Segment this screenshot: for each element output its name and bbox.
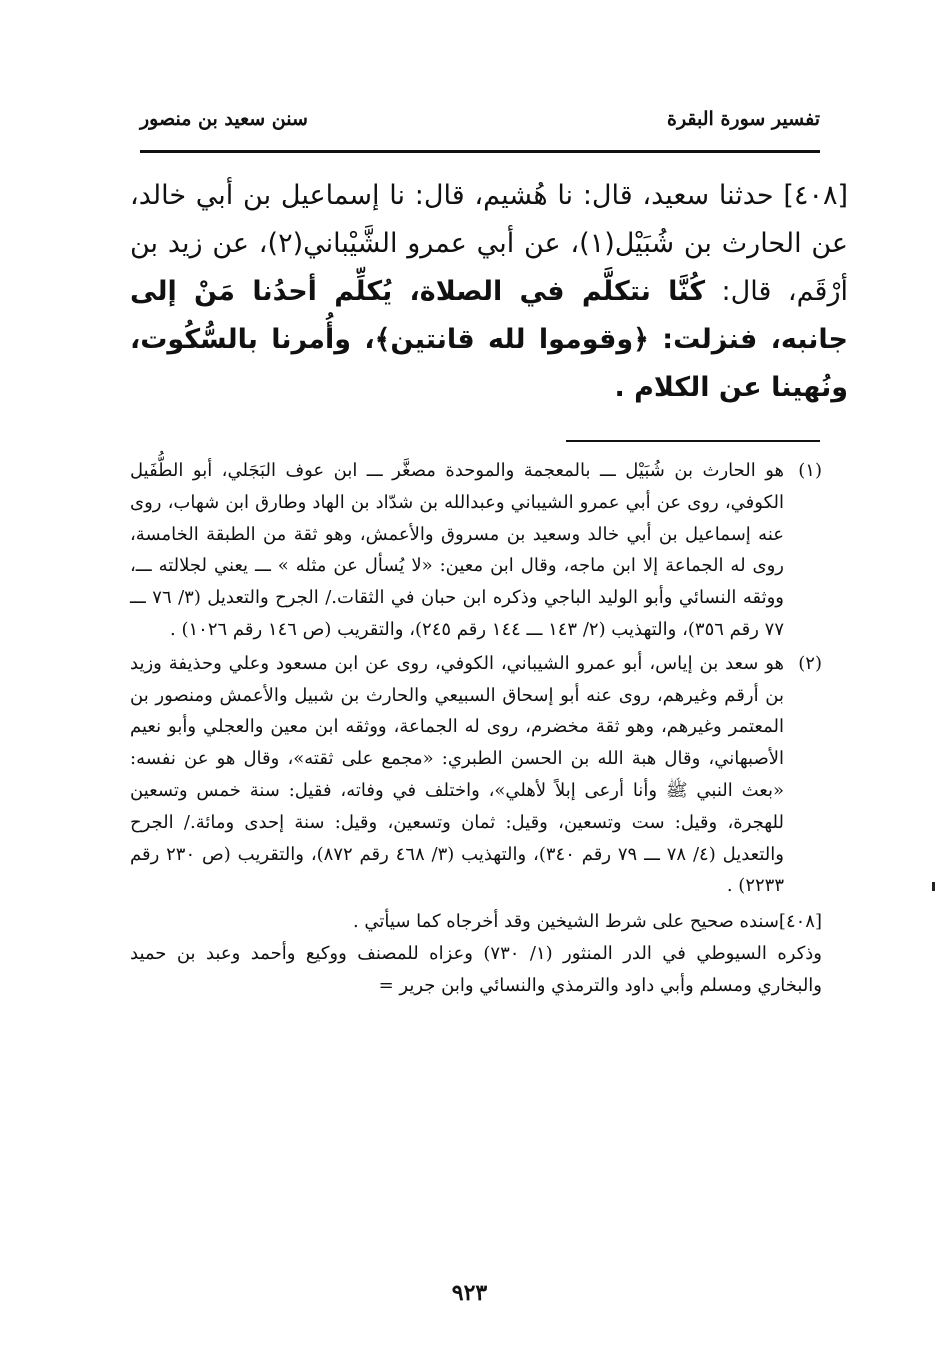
footnotes-section xyxy=(130,455,822,1002)
header-rule xyxy=(140,150,820,153)
footnote-text: هو الحارث بن شُبَيْل ـــ بالمعجمة والموحدة مصغَّر ـــ ابن عوف البَجَلي، أبو الطُّفَيل الكوفي، روى عن أبي عمرو الشيباني وعبدالله بن شدّاد بن الهاد وطارق ابن شهاب، روى عنه إسماعيل بن أبي خالد وسعيد بن مسروق والأعمش، وهو ثقة من الطبقة الخامسة، روى له الجماعة إلا ابن ماجه، وقال ابن معين: «لا يُسأل عن مثله » ـــ يعني لجلالته ـــ، ووثقه النسائي وأبو الوليد الباجي وذكره ابن حبان في الثقات./ الجرح والتعديل (٣/ ٧٦ ـــ ٧٧ رقم ٣٥٦)، والتهذيب (٢/ ١٤٣ ـــ ١٤٤ رقم ٢٤٥)، والتقريب (ص ١٤٦ رقم ١٠٢٦) . xyxy=(130,460,785,640)
commentary-line: وذكره السيوطي في الدر المنثور (١/ ٧٣٠) وعزاه للمصنف ووكيع وأحمد وعبد بن حميد والبخاري ومسلم وأبي داود والترمذي والنسائي وابن جرير = xyxy=(130,942,822,996)
scan-mark xyxy=(932,882,935,891)
footnote-text: هو سعد بن إياس، أبو عمرو الشيباني، الكوفي، روى عن ابن مسعود وعلي وحذيفة وزيد بن أرقم وغيرهم، روى عنه أبو إسحاق السبيعي والحارث بن شبيل والأعمش ومنصور بن المعتمر وغيرهم، وهو ثقة مخضرم، روى له الجماعة، ووثقه ابن معين والعجلي وأبو نعيم الأصبهاني، وقال هبة الله بن الحسن الطبري: «مجمع على ثقته»، وقال هو عن نفسه: «بعث النبي ﷺ وأنا أرعى إبلاً لأهلي»، واختلف في وفاته، فقيل: سنة خمس وتسعين للهجرة، وقيل: ست وتسعين، وقيل: ثمان وتسعين، وقيل: سنة إحدى ومائة./ الجرح والتعديل (٤/ ٧٨ ـــ ٧٩ رقم ٣٤٠)، والتهذيب (٣/ ٤٦٨ رقم ٨٧٢)، والتقريب (ص ٢٣٠ رقم ٢٢٣٣) . xyxy=(130,652,784,897)
footnote-1 xyxy=(130,455,822,646)
footnote-2 xyxy=(130,648,822,902)
running-header xyxy=(140,108,820,148)
hadith-isnad: حدثنا سعيد، قال: نا هُشيم، قال: نا إسماعيل بن أبي خالد، عن الحارث بن شُبَيْل(١)، عن أبي عمرو الشَّيْباني(٢)، عن زيد بن أرْقَم، قال: xyxy=(130,180,849,307)
footnote-rule xyxy=(566,440,820,442)
header-surah-title: تفسير سورة البقرة xyxy=(666,108,820,130)
page-number: ٩٢٣ xyxy=(451,1280,488,1306)
footnote-number: (١) xyxy=(798,460,822,481)
footnote-number: (٢) xyxy=(798,652,822,674)
header-book-title: سنن سعيد بن منصور xyxy=(140,108,308,130)
hadith-number: [٤٠٨] xyxy=(783,180,848,211)
commentary-line: [٤٠٨]سنده صحيح على شرط الشيخين وقد أخرجاه كما سيأتي . xyxy=(352,911,822,933)
hadith-matn: كُنَّا نتكلَّم في الصلاة، يُكلِّم أحدُنا مَنْ إلى جانبه، فنزلت: ﴿وقوموا لله قانتين﴾، وأُمرنا بالسُّكُوت، ونُهينا عن الكلام . xyxy=(130,276,848,403)
hadith-text xyxy=(130,172,848,412)
